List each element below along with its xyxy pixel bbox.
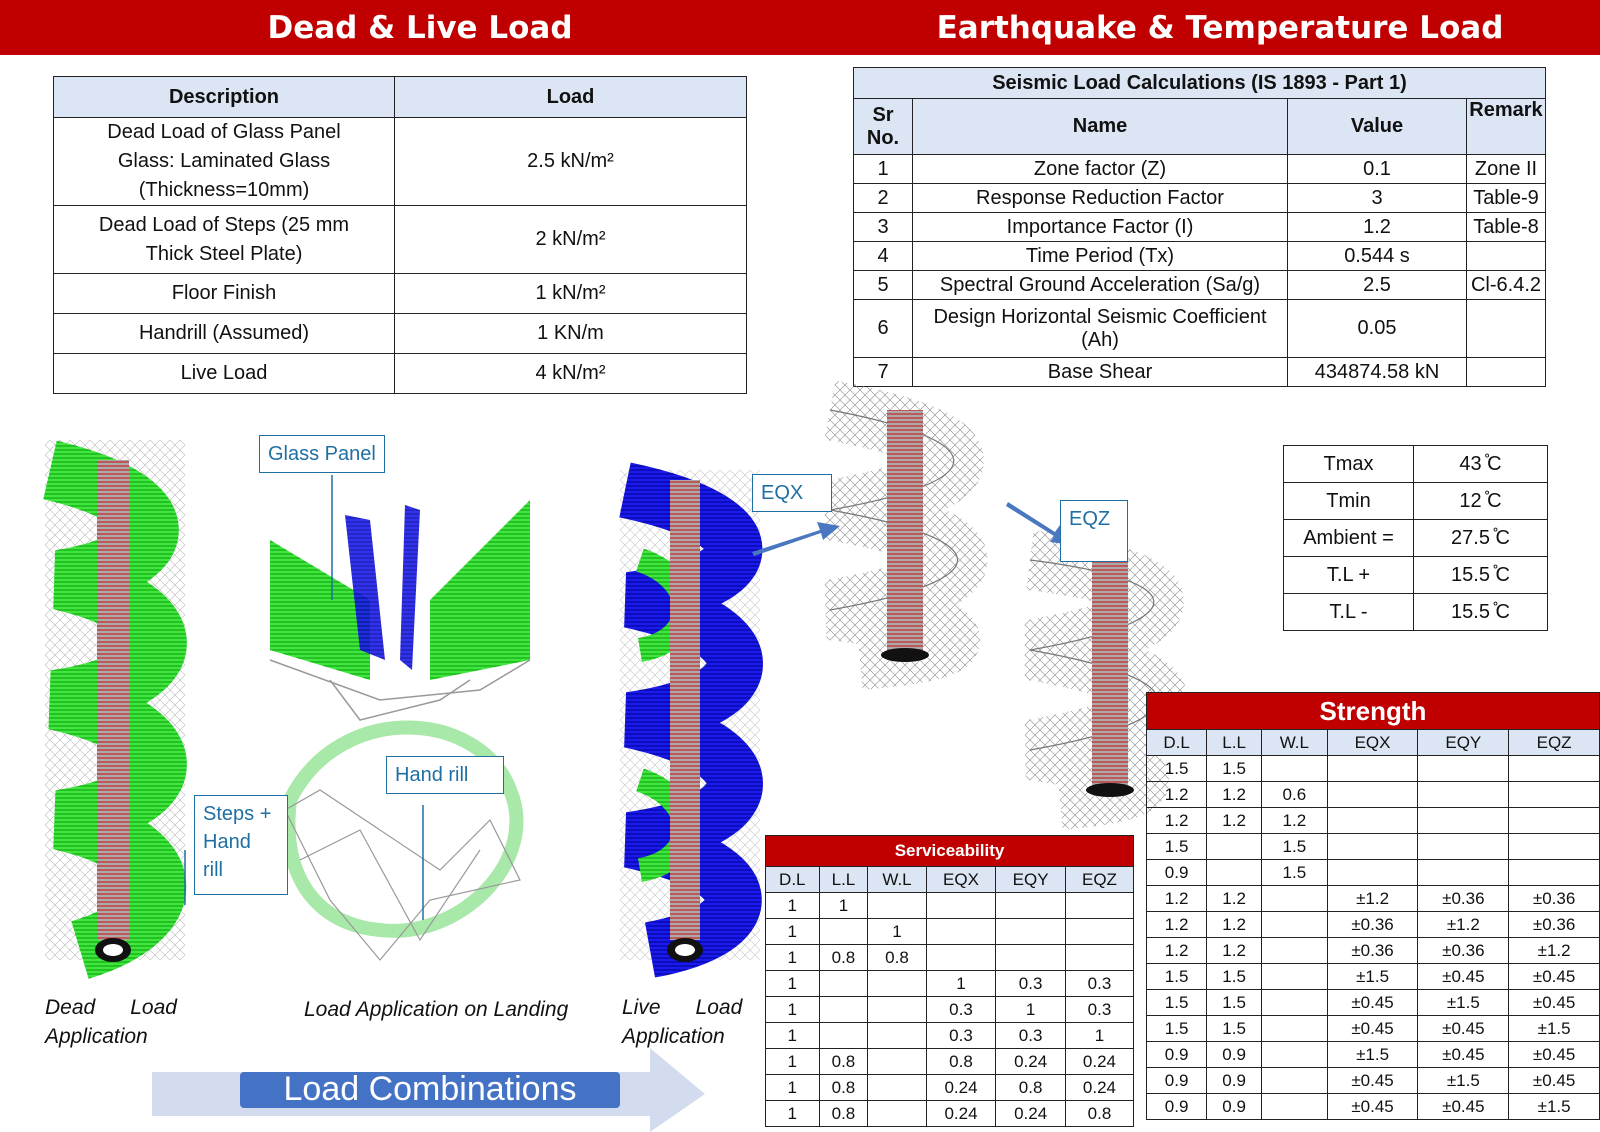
temp-value: 43 ̊C	[1414, 446, 1548, 483]
seismic-name-text: Time Period (Tx)	[1025, 244, 1175, 267]
combo-cell: 1.2	[1207, 912, 1262, 938]
caption-dead-load	[45, 993, 177, 1051]
load-value: 4 kN/m²	[395, 354, 747, 394]
col-load: Load	[395, 77, 747, 118]
load-value: 1 KN/m	[395, 314, 747, 354]
combo-cell: 0.8	[996, 1075, 1066, 1101]
load-value: 1 kN/m²	[395, 274, 747, 314]
combo-cell: 1	[766, 971, 820, 997]
combo-cell	[1262, 990, 1328, 1016]
combo-cell: ±0.45	[1327, 990, 1418, 1016]
combo-row	[766, 945, 1134, 971]
combo-cell: 0.24	[996, 1049, 1066, 1075]
description-line: Dead Load of Steps (25 mm	[98, 213, 350, 236]
caption-live-line-2: Application	[622, 1025, 725, 1048]
combo-row	[1147, 1068, 1600, 1094]
temp-label: Tmax	[1284, 446, 1414, 483]
combo-cell: 1.5	[1147, 1016, 1207, 1042]
combo-cell: ±0.45	[1327, 1016, 1418, 1042]
label-steps-hand-rill	[194, 795, 288, 895]
combo-row	[1147, 938, 1600, 964]
description-line: Dead Load of Glass Panel	[107, 121, 341, 143]
combo-cell	[1327, 834, 1418, 860]
combo-row	[1147, 990, 1600, 1016]
seismic-remark: Table-9	[1467, 184, 1546, 213]
combo-cell: 1.5	[1207, 756, 1262, 782]
combo-cell: 1.2	[1207, 782, 1262, 808]
seismic-name-sub: (Ah)	[1081, 328, 1119, 351]
combo-cell: 0.3	[926, 997, 996, 1023]
combo-cell: 1.5	[1147, 964, 1207, 990]
combo-cell	[819, 919, 868, 945]
combo-cell	[1509, 756, 1600, 782]
live-load-model	[620, 470, 760, 962]
combo-cell: ±1.5	[1509, 1016, 1600, 1042]
combo-cell: ±0.36	[1327, 938, 1418, 964]
description-line: Live Load	[180, 362, 268, 384]
combo-cell	[926, 919, 996, 945]
combo-row	[766, 1101, 1134, 1127]
combo-cell: 1.5	[1262, 860, 1328, 886]
load-value: 2.5 kN/m²	[395, 118, 747, 206]
combo-cell	[1418, 808, 1509, 834]
combo-cell: ±1.5	[1418, 1068, 1509, 1094]
load-value: 2 kN/m²	[395, 206, 747, 274]
combo-cell	[819, 971, 868, 997]
combo-cell	[1262, 912, 1328, 938]
combo-cell	[1262, 886, 1328, 912]
temp-label: Ambient =	[1284, 520, 1414, 557]
combo-col-header: EQY	[1418, 730, 1509, 756]
combo-cell: 1.2	[1147, 808, 1207, 834]
seismic-value: 434874.58 kN	[1288, 358, 1467, 387]
combo-cell: 1	[868, 919, 926, 945]
combo-cell: ±1.5	[1327, 964, 1418, 990]
dead-load-model	[45, 440, 185, 962]
combo-cell: ±1.2	[1509, 938, 1600, 964]
seismic-sr: 1	[854, 155, 913, 184]
combo-cell	[996, 919, 1066, 945]
combo-cell	[926, 893, 996, 919]
combo-row	[766, 1049, 1134, 1075]
combo-cell: 1	[819, 893, 868, 919]
combo-cell: ±0.45	[1418, 964, 1509, 990]
caption-landing: Load Application on Landing	[304, 998, 569, 1021]
combo-cell	[1327, 860, 1418, 886]
seismic-sr: 3	[854, 213, 913, 242]
combo-cell	[819, 1023, 868, 1049]
combo-cell	[1262, 1042, 1328, 1068]
description-line: Floor Finish	[171, 282, 277, 304]
col-description: Description	[54, 77, 395, 118]
combo-cell	[1065, 893, 1133, 919]
label-eqx: EQX	[752, 474, 832, 512]
combo-cell: 0.8	[926, 1049, 996, 1075]
combo-cell: ±0.45	[1418, 1042, 1509, 1068]
serviceability-table	[765, 835, 1134, 1127]
header-right-text: Earthquake & Temperature Load	[936, 9, 1504, 46]
combo-cell: 1.2	[1262, 808, 1328, 834]
combo-cell	[1418, 834, 1509, 860]
combo-cell	[996, 945, 1066, 971]
combo-col-header: EQY	[996, 867, 1066, 893]
temp-value: 15.5 ̊C	[1414, 594, 1548, 631]
seismic-value: 1.2	[1288, 213, 1467, 242]
col-value: Value	[1288, 99, 1467, 155]
combo-cell: ±0.45	[1418, 1094, 1509, 1120]
combo-cell: ±0.45	[1327, 1068, 1418, 1094]
combo-cell: ±0.45	[1509, 1068, 1600, 1094]
combo-cell	[1418, 860, 1509, 886]
caption-dead-line-2: Application	[45, 1025, 148, 1048]
combo-cell	[1418, 782, 1509, 808]
seismic-remark: Cl-6.4.2	[1467, 271, 1546, 300]
combo-cell	[868, 997, 926, 1023]
combo-cell: ±0.45	[1509, 990, 1600, 1016]
combo-cell	[868, 1075, 926, 1101]
combo-cell: 0.8	[819, 945, 868, 971]
combo-cell: ±1.5	[1418, 990, 1509, 1016]
combo-cell: 0.3	[1065, 971, 1133, 997]
combo-row	[1147, 1016, 1600, 1042]
combo-cell: ±0.36	[1509, 886, 1600, 912]
description-line: Glass: Laminated Glass	[117, 150, 331, 172]
combo-cell: 1	[766, 1075, 820, 1101]
seismic-value: 2.5	[1288, 271, 1467, 300]
combo-cell: ±0.36	[1509, 912, 1600, 938]
combo-cell: 1.2	[1147, 782, 1207, 808]
combo-cell	[1262, 1068, 1328, 1094]
seismic-name-text: Base Shear	[1047, 360, 1153, 383]
combo-cell: 1.5	[1147, 990, 1207, 1016]
combo-col-header: EQZ	[1509, 730, 1600, 756]
caption-dead-line-1: Dead Load	[45, 996, 177, 1019]
combo-row	[1147, 886, 1600, 912]
combo-cell: ±0.36	[1418, 938, 1509, 964]
combo-cell	[1207, 834, 1262, 860]
steps-line-2: Hand	[203, 831, 251, 853]
seismic-value: 0.05	[1288, 300, 1467, 358]
combo-cell	[1327, 782, 1418, 808]
combo-cell	[1327, 808, 1418, 834]
combo-cell: 1	[996, 997, 1066, 1023]
combo-cell	[1262, 756, 1328, 782]
seismic-remark: Table-8	[1467, 213, 1546, 242]
combo-cell	[1327, 756, 1418, 782]
description-line: Handrill (Assumed)	[138, 322, 310, 344]
combo-row	[1147, 1042, 1600, 1068]
steps-line-3: rill	[203, 859, 223, 881]
combo-row	[766, 1023, 1134, 1049]
col-name: Name	[913, 99, 1288, 155]
combo-cell: 0.8	[819, 1049, 868, 1075]
combo-cell	[1065, 945, 1133, 971]
combo-row	[766, 997, 1134, 1023]
combo-row	[1147, 1094, 1600, 1120]
combo-cell: 1.2	[1147, 886, 1207, 912]
combo-cell: 0.24	[996, 1101, 1066, 1127]
combo-cell: ±1.2	[1418, 912, 1509, 938]
combo-col-header: EQX	[1327, 730, 1418, 756]
seismic-value: 0.1	[1288, 155, 1467, 184]
seismic-name-text: Spectral Ground Acceleration (Sa/g)	[939, 273, 1261, 296]
combo-row	[766, 893, 1134, 919]
combo-cell: 1	[766, 893, 820, 919]
combo-cell: 0.3	[996, 1023, 1066, 1049]
col-sr-text: Sr No.	[866, 103, 900, 149]
serviceability-title: Serviceability	[766, 836, 1134, 867]
combo-cell: 0.3	[1065, 997, 1133, 1023]
combo-cell: ±0.36	[1327, 912, 1418, 938]
steps-line-1: Steps +	[203, 803, 272, 825]
combo-cell: 0.3	[996, 971, 1066, 997]
combo-cell: 1.2	[1147, 938, 1207, 964]
combo-cell: 1	[766, 945, 820, 971]
seismic-remark: Zone II	[1467, 155, 1546, 184]
eqz-model	[1030, 545, 1158, 800]
combo-cell: 1.5	[1207, 964, 1262, 990]
combo-cell	[926, 945, 996, 971]
strength-title: Strength	[1147, 693, 1600, 730]
combo-row	[766, 971, 1134, 997]
combo-cell	[1509, 860, 1600, 886]
seismic-name-text: Design Horizontal Seismic Coefficient	[933, 305, 1267, 328]
seismic-value: 0.544 s	[1288, 242, 1467, 271]
seismic-sr: 2	[854, 184, 913, 213]
combo-cell: ±0.45	[1327, 1094, 1418, 1120]
combo-cell	[1262, 1016, 1328, 1042]
combo-col-header: W.L	[1262, 730, 1328, 756]
combo-cell: ±1.5	[1327, 1042, 1418, 1068]
seismic-sr: 6	[854, 300, 913, 358]
combo-cell	[996, 893, 1066, 919]
combo-cell	[868, 971, 926, 997]
description-line: Thick Steel Plate)	[145, 242, 303, 265]
header-left-text: Dead & Live Load	[267, 9, 573, 46]
combo-cell: ±0.45	[1509, 1042, 1600, 1068]
combo-cell: 0.9	[1207, 1094, 1262, 1120]
combo-cell: ±0.45	[1509, 964, 1600, 990]
combo-cell: 0.9	[1147, 1094, 1207, 1120]
combo-cell	[868, 893, 926, 919]
combo-row	[1147, 964, 1600, 990]
combo-col-header: EQX	[926, 867, 996, 893]
combo-col-header: EQZ	[1065, 867, 1133, 893]
description-line: (Thickness=10mm)	[138, 179, 310, 201]
combo-col-header: L.L	[1207, 730, 1262, 756]
landing-glass-model	[270, 500, 530, 720]
combo-col-header: D.L	[1147, 730, 1207, 756]
combo-cell	[868, 1049, 926, 1075]
combo-cell	[1262, 964, 1328, 990]
combo-col-header: L.L	[819, 867, 868, 893]
combo-cell: ±0.36	[1418, 886, 1509, 912]
combo-row	[766, 919, 1134, 945]
combo-row	[1147, 912, 1600, 938]
combo-cell: 1.5	[1207, 1016, 1262, 1042]
temp-label: Tmin	[1284, 483, 1414, 520]
combo-cell: 0.8	[819, 1075, 868, 1101]
eqx-model	[830, 410, 958, 662]
combo-cell	[868, 1101, 926, 1127]
combo-cell: 0.24	[926, 1075, 996, 1101]
combo-cell: 0.8	[1065, 1101, 1133, 1127]
label-eqz: EQZ	[1060, 500, 1128, 562]
combo-row	[1147, 782, 1600, 808]
combo-cell: 0.9	[1147, 1042, 1207, 1068]
caption-live-load	[622, 993, 742, 1051]
combo-cell: 0.24	[1065, 1049, 1133, 1075]
combo-cell: 0.8	[819, 1101, 868, 1127]
seismic-sr: 5	[854, 271, 913, 300]
combo-cell: 1.5	[1147, 756, 1207, 782]
combo-row	[766, 1075, 1134, 1101]
combo-cell: 0.24	[1065, 1075, 1133, 1101]
load-combinations-text: Load Combinations	[283, 1070, 577, 1108]
combo-cell	[1207, 860, 1262, 886]
label-hand-rill: Hand rill	[386, 756, 504, 794]
combo-cell: ±0.45	[1418, 1016, 1509, 1042]
temp-label: T.L +	[1284, 557, 1414, 594]
combo-cell: 0.9	[1147, 1068, 1207, 1094]
temp-value: 27.5 ̊C	[1414, 520, 1548, 557]
combo-cell: 1.5	[1207, 990, 1262, 1016]
combo-col-header: D.L	[766, 867, 820, 893]
seismic-sr: 4	[854, 242, 913, 271]
combo-cell: 0.3	[926, 1023, 996, 1049]
combo-cell: 0.9	[1207, 1042, 1262, 1068]
combo-row	[1147, 834, 1600, 860]
combo-cell: 1	[766, 919, 820, 945]
combo-col-header: W.L	[868, 867, 926, 893]
combo-cell: 0.24	[926, 1101, 996, 1127]
caption-live-line-1: Live Load	[622, 996, 743, 1019]
seismic-value: 3	[1288, 184, 1467, 213]
combo-cell	[819, 997, 868, 1023]
combo-cell: 1	[766, 1023, 820, 1049]
combo-row	[1147, 808, 1600, 834]
combo-row	[1147, 756, 1600, 782]
combo-cell	[1262, 938, 1328, 964]
seismic-name-text: Zone factor (Z)	[1033, 157, 1167, 180]
strength-table	[1146, 692, 1600, 1120]
temp-value: 15.5 ̊C	[1414, 557, 1548, 594]
combo-cell	[1509, 782, 1600, 808]
combo-cell: 1.2	[1207, 808, 1262, 834]
combo-cell	[1509, 834, 1600, 860]
combo-cell	[1418, 756, 1509, 782]
combo-cell: 1.2	[1207, 938, 1262, 964]
col-remark: Remark	[1467, 99, 1546, 155]
combo-cell: 1	[926, 971, 996, 997]
combo-cell: 1.5	[1262, 834, 1328, 860]
combo-cell: 0.9	[1207, 1068, 1262, 1094]
combo-cell: 1	[766, 1049, 820, 1075]
combo-cell: 1.2	[1147, 912, 1207, 938]
seismic-name-text: Importance Factor (I)	[1006, 215, 1194, 238]
label-glass-panel: Glass Panel	[259, 435, 385, 473]
combo-row	[1147, 860, 1600, 886]
seismic-title: Seismic Load Calculations (IS 1893 - Part 1)	[854, 68, 1546, 99]
temp-value: 12 ̊C	[1414, 483, 1548, 520]
combo-cell: 1	[1065, 1023, 1133, 1049]
temp-label: T.L -	[1284, 594, 1414, 631]
combo-cell: ±1.2	[1327, 886, 1418, 912]
combo-cell: 1	[766, 997, 820, 1023]
combo-cell: ±1.5	[1509, 1094, 1600, 1120]
combo-cell: 1	[766, 1101, 820, 1127]
combo-cell: 1.2	[1207, 886, 1262, 912]
combo-cell	[1262, 1094, 1328, 1120]
combo-cell: 1.5	[1147, 834, 1207, 860]
combo-cell: 0.8	[868, 945, 926, 971]
combo-cell	[1509, 808, 1600, 834]
combo-cell	[868, 1023, 926, 1049]
combo-cell: 0.9	[1147, 860, 1207, 886]
seismic-name-text: Response Reduction Factor	[976, 186, 1224, 209]
combo-cell	[1065, 919, 1133, 945]
combo-cell: 0.6	[1262, 782, 1328, 808]
seismic-sr: 7	[854, 358, 913, 387]
